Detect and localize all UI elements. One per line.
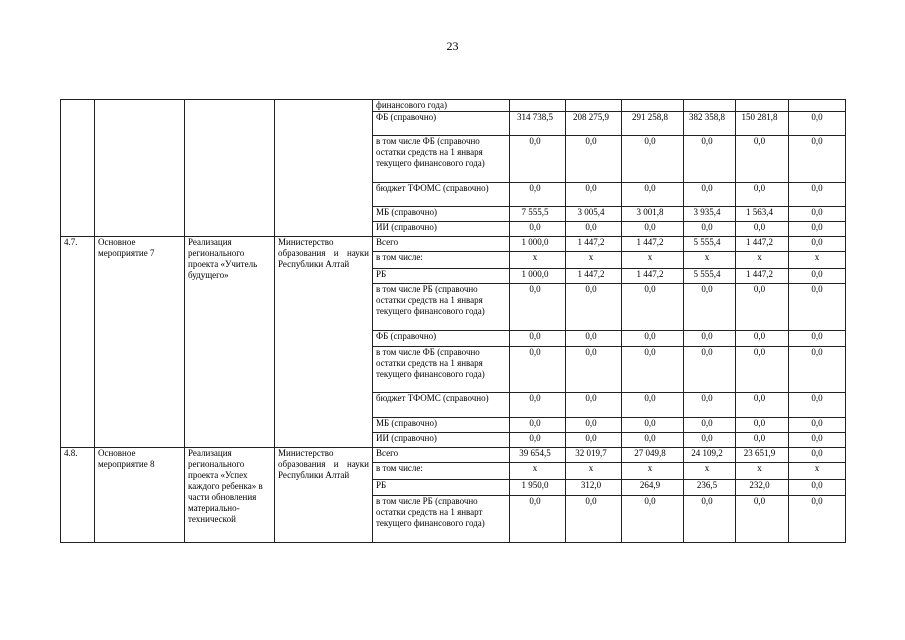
funding-source-cell: ФБ (справочно) xyxy=(373,112,510,136)
page-number: 23 xyxy=(446,39,459,53)
project-cell xyxy=(185,100,275,237)
funding-source-cell: в том числе: xyxy=(373,252,510,269)
value-cell: 0,0 xyxy=(736,331,789,347)
table-row xyxy=(61,448,846,463)
value-cell: 0,0 xyxy=(622,393,684,418)
value-cell xyxy=(684,100,736,112)
value-cell: 32 019,7 xyxy=(566,448,622,463)
value-cell: 39 654,5 xyxy=(510,448,566,463)
value-cell: 0,0 xyxy=(622,496,684,543)
value-cell: 0,0 xyxy=(684,331,736,347)
value-cell: 0,0 xyxy=(566,418,622,433)
value-cell xyxy=(510,100,566,112)
value-cell: 0,0 xyxy=(510,496,566,543)
funding-source-cell: ИИ (справочно) xyxy=(373,222,510,237)
value-cell: 0,0 xyxy=(789,112,846,136)
value-cell: 0,0 xyxy=(622,331,684,347)
funding-source-cell: бюджет ТФОМС (справочно) xyxy=(373,393,510,418)
funding-source-cell: в том числе ФБ (справочно остатки средств на 1 января текущего финансового года) xyxy=(373,136,510,183)
value-cell: 0,0 xyxy=(510,433,566,448)
value-cell: 0,0 xyxy=(566,331,622,347)
value-cell: x xyxy=(736,252,789,269)
value-cell: x xyxy=(566,463,622,480)
value-cell: 1 000,0 xyxy=(510,269,566,284)
executor-cell: Министерство образования и науки Республики Алтай xyxy=(275,237,373,448)
value-cell: 0,0 xyxy=(736,136,789,183)
value-cell: 1 447,2 xyxy=(622,269,684,284)
item-name-cell: Основное мероприятие 8 xyxy=(95,448,185,543)
value-cell: 1 000,0 xyxy=(510,237,566,252)
value-cell: 0,0 xyxy=(510,331,566,347)
value-cell: 0,0 xyxy=(684,496,736,543)
value-cell: 0,0 xyxy=(684,183,736,207)
executor-cell xyxy=(275,100,373,237)
value-cell: 0,0 xyxy=(684,347,736,393)
value-cell: 0,0 xyxy=(789,393,846,418)
value-cell: 1 447,2 xyxy=(736,269,789,284)
value-cell: 0,0 xyxy=(684,222,736,237)
value-cell: 0,0 xyxy=(789,496,846,543)
value-cell: 0,0 xyxy=(789,433,846,448)
value-cell: 0,0 xyxy=(789,269,846,284)
value-cell: 3 935,4 xyxy=(684,207,736,222)
value-cell: x xyxy=(736,463,789,480)
value-cell: 0,0 xyxy=(789,448,846,463)
funding-source-cell: в том числе ФБ (справочно остатки средств на 1 января текущего финансового года) xyxy=(373,347,510,393)
value-cell: x xyxy=(789,252,846,269)
item-name-cell xyxy=(95,100,185,237)
funding-source-cell: в том числе РБ (справочно остатки средств на 1 января текущего финансового года) xyxy=(373,284,510,331)
value-cell: 0,0 xyxy=(622,433,684,448)
value-cell: 0,0 xyxy=(566,433,622,448)
value-cell: 0,0 xyxy=(566,136,622,183)
item-number-cell: 4.7. xyxy=(61,237,95,448)
value-cell: 208 275,9 xyxy=(566,112,622,136)
value-cell: 0,0 xyxy=(736,496,789,543)
value-cell: 7 555,5 xyxy=(510,207,566,222)
value-cell: 0,0 xyxy=(510,347,566,393)
value-cell: x xyxy=(789,463,846,480)
value-cell: 5 555,4 xyxy=(684,237,736,252)
value-cell xyxy=(566,100,622,112)
funding-source-cell: в том числе: xyxy=(373,463,510,480)
value-cell: 0,0 xyxy=(622,347,684,393)
value-cell: 0,0 xyxy=(510,284,566,331)
value-cell: 0,0 xyxy=(789,347,846,393)
value-cell: 0,0 xyxy=(736,433,789,448)
value-cell: 0,0 xyxy=(789,331,846,347)
value-cell: 3 005,4 xyxy=(566,207,622,222)
value-cell: 264,9 xyxy=(622,480,684,496)
value-cell: 0,0 xyxy=(789,222,846,237)
value-cell xyxy=(622,100,684,112)
value-cell: 0,0 xyxy=(789,136,846,183)
value-cell: 232,0 xyxy=(736,480,789,496)
value-cell: 150 281,8 xyxy=(736,112,789,136)
funding-source-cell: РБ xyxy=(373,269,510,284)
funding-source-cell: в том числе РБ (справочно остатки средств на 1 январт текущего финансового года) xyxy=(373,496,510,543)
value-cell: 23 651,9 xyxy=(736,448,789,463)
value-cell: x xyxy=(684,463,736,480)
value-cell: 1 447,2 xyxy=(736,237,789,252)
value-cell: 1 447,2 xyxy=(566,269,622,284)
value-cell: 0,0 xyxy=(789,418,846,433)
project-cell: Реализация регионального проекта «Успех каждого ребенка» в части обновления материально-технической xyxy=(185,448,275,543)
funding-source-cell: финансового года) xyxy=(373,100,510,112)
value-cell: 0,0 xyxy=(622,222,684,237)
value-cell: 0,0 xyxy=(684,418,736,433)
value-cell: 0,0 xyxy=(789,237,846,252)
value-cell: 0,0 xyxy=(566,393,622,418)
value-cell: 0,0 xyxy=(736,222,789,237)
value-cell: 0,0 xyxy=(736,284,789,331)
value-cell: 0,0 xyxy=(566,496,622,543)
funding-source-cell: РБ xyxy=(373,480,510,496)
value-cell: x xyxy=(684,252,736,269)
value-cell: 5 555,4 xyxy=(684,269,736,284)
executor-cell: Министерство образования и науки Республики Алтай xyxy=(275,448,373,543)
value-cell: 0,0 xyxy=(684,393,736,418)
value-cell: 314 738,5 xyxy=(510,112,566,136)
funding-source-cell: МБ (справочно) xyxy=(373,207,510,222)
funding-source-cell: Всего xyxy=(373,448,510,463)
value-cell: 1 447,2 xyxy=(566,237,622,252)
value-cell: 0,0 xyxy=(736,183,789,207)
value-cell: x xyxy=(622,252,684,269)
value-cell: 0,0 xyxy=(622,418,684,433)
value-cell: x xyxy=(510,252,566,269)
table-row xyxy=(61,100,846,112)
value-cell: 0,0 xyxy=(566,222,622,237)
value-cell: 0,0 xyxy=(789,183,846,207)
value-cell: 312,0 xyxy=(566,480,622,496)
value-cell: 1 563,4 xyxy=(736,207,789,222)
value-cell xyxy=(789,100,846,112)
value-cell: 0,0 xyxy=(736,393,789,418)
item-number-cell: 4.8. xyxy=(61,448,95,543)
value-cell: 0,0 xyxy=(566,284,622,331)
funding-source-cell: Всего xyxy=(373,237,510,252)
item-name-cell: Основное мероприятие 7 xyxy=(95,237,185,448)
value-cell: 0,0 xyxy=(736,347,789,393)
value-cell: 0,0 xyxy=(510,418,566,433)
value-cell: x xyxy=(510,463,566,480)
value-cell: 0,0 xyxy=(684,136,736,183)
value-cell: 0,0 xyxy=(566,183,622,207)
value-cell: 0,0 xyxy=(684,433,736,448)
value-cell: 0,0 xyxy=(736,418,789,433)
value-cell: 0,0 xyxy=(789,207,846,222)
value-cell: 0,0 xyxy=(789,480,846,496)
funding-source-cell: ФБ (справочно) xyxy=(373,331,510,347)
value-cell: 0,0 xyxy=(622,136,684,183)
value-cell: 0,0 xyxy=(510,222,566,237)
value-cell: 382 358,8 xyxy=(684,112,736,136)
value-cell: 1 950,0 xyxy=(510,480,566,496)
value-cell: 0,0 xyxy=(566,347,622,393)
value-cell: 0,0 xyxy=(622,284,684,331)
project-cell: Реализация регионального проекта «Учитель будущего» xyxy=(185,237,275,448)
value-cell: 0,0 xyxy=(789,284,846,331)
budget-table xyxy=(60,99,846,543)
value-cell: 1 447,2 xyxy=(622,237,684,252)
value-cell: 3 001,8 xyxy=(622,207,684,222)
value-cell: 0,0 xyxy=(510,183,566,207)
value-cell xyxy=(736,100,789,112)
value-cell: 0,0 xyxy=(510,393,566,418)
item-number-cell xyxy=(61,100,95,237)
value-cell: 236,5 xyxy=(684,480,736,496)
funding-source-cell: МБ (справочно) xyxy=(373,418,510,433)
value-cell: 27 049,8 xyxy=(622,448,684,463)
funding-source-cell: ИИ (справочно) xyxy=(373,433,510,448)
funding-source-cell: бюджет ТФОМС (справочно) xyxy=(373,183,510,207)
value-cell: x xyxy=(566,252,622,269)
value-cell: 0,0 xyxy=(622,183,684,207)
value-cell: 0,0 xyxy=(510,136,566,183)
value-cell: 0,0 xyxy=(684,284,736,331)
table-row xyxy=(61,237,846,252)
value-cell: 291 258,8 xyxy=(622,112,684,136)
value-cell: x xyxy=(622,463,684,480)
value-cell: 24 109,2 xyxy=(684,448,736,463)
